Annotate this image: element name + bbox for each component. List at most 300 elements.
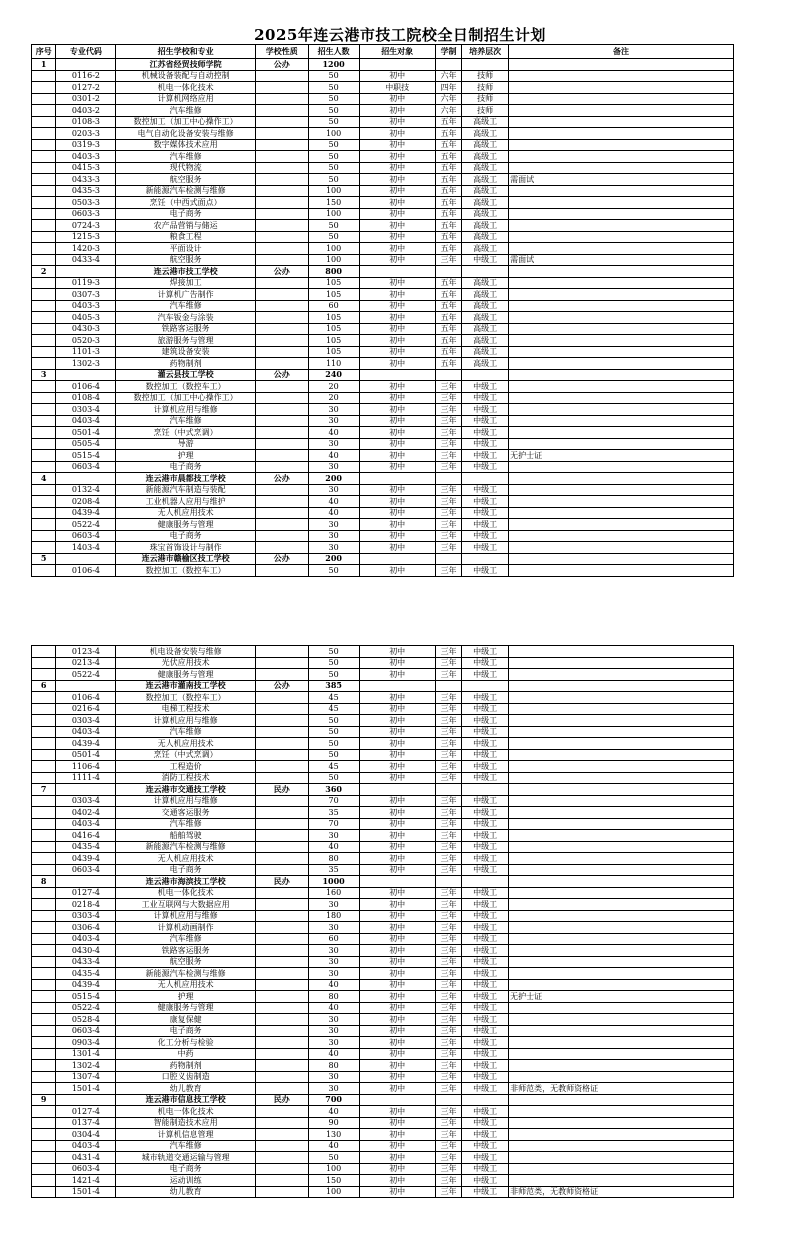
level-cell [462,1094,509,1106]
code-cell: 0403-4 [56,818,116,830]
table-row [32,1152,734,1164]
table-row [32,715,734,727]
target-cell: 初中 [359,243,435,255]
duration-cell: 六年 [435,70,461,82]
remark-cell [509,427,734,439]
remark-cell [509,128,734,140]
level-cell: 中级工 [462,899,509,911]
count-cell: 30 [308,956,359,968]
count-cell: 50 [308,657,359,669]
duration-cell [435,680,461,692]
name-cell: 连云港市海滨技工学校 [116,876,255,888]
level-cell: 中级工 [462,1129,509,1141]
name-cell: 健康服务与管理 [116,1002,255,1014]
remark-cell [509,761,734,773]
code-cell: 0522-4 [56,1002,116,1014]
code-cell: 1403-4 [56,542,116,554]
remark-cell [509,473,734,485]
nature-cell [255,381,308,393]
count-cell: 30 [308,922,359,934]
count-cell: 30 [308,1037,359,1049]
remark-cell [509,162,734,174]
name-cell: 焊接加工 [116,277,255,289]
remark-cell [509,461,734,473]
remark-cell [509,1014,734,1026]
count-cell: 35 [308,864,359,876]
target-cell: 初中 [359,761,435,773]
remark-cell [509,70,734,82]
nature-cell [255,726,308,738]
seq-cell [32,933,56,945]
seq-cell [32,461,56,473]
target-cell: 初中 [359,657,435,669]
table-row [32,220,734,232]
name-cell: 无人机应用技术 [116,979,255,991]
name-cell: 计算机应用与维修 [116,715,255,727]
code-cell: 0106-4 [56,692,116,704]
level-cell: 中级工 [462,646,509,658]
count-cell: 30 [308,830,359,842]
nature-cell [255,185,308,197]
duration-cell: 三年 [435,496,461,508]
nature-cell [255,1175,308,1187]
seq-cell [32,289,56,301]
level-cell: 中级工 [462,392,509,404]
name-cell: 航空服务 [116,174,255,186]
duration-cell [435,553,461,565]
duration-cell: 三年 [435,381,461,393]
level-cell: 中级工 [462,703,509,715]
seq-cell [32,1025,56,1037]
count-cell: 50 [308,70,359,82]
level-cell: 中级工 [462,415,509,427]
table-row [32,174,734,186]
count-cell: 60 [308,933,359,945]
duration-cell: 三年 [435,818,461,830]
school-row [32,59,734,71]
name-cell: 珠宝首饰设计与制作 [116,542,255,554]
code-cell: 0303-4 [56,795,116,807]
nature-cell [255,461,308,473]
name-cell: 灌云县技工学校 [116,369,255,381]
remark-cell [509,680,734,692]
seq-cell [32,530,56,542]
name-cell: 城市轨道交通运输与管理 [116,1152,255,1164]
level-cell: 中级工 [462,956,509,968]
nature-cell [255,128,308,140]
table-row [32,438,734,450]
name-cell: 电子商务 [116,864,255,876]
remark-cell [509,93,734,105]
remark-cell [509,197,734,209]
seq-cell [32,162,56,174]
name-cell: 连云港市灌南技工学校 [116,680,255,692]
level-cell: 高级工 [462,185,509,197]
code-cell: 0439-4 [56,979,116,991]
count-cell: 100 [308,185,359,197]
level-cell: 高级工 [462,346,509,358]
target-cell: 初中 [359,922,435,934]
seq-cell [32,853,56,865]
name-cell: 电子商务 [116,1163,255,1175]
table-row [32,772,734,784]
level-cell [462,266,509,278]
name-cell: 航空服务 [116,254,255,266]
count-cell: 50 [308,162,359,174]
target-cell: 初中 [359,1152,435,1164]
seq-cell [32,220,56,232]
remark-cell [509,1060,734,1072]
table-row [32,358,734,370]
name-cell: 交通客运服务 [116,807,255,819]
seq-cell [32,1002,56,1014]
count-cell: 90 [308,1117,359,1129]
duration-cell: 三年 [435,519,461,531]
duration-cell [435,784,461,796]
level-cell: 中级工 [462,772,509,784]
level-cell: 高级工 [462,289,509,301]
level-cell: 中级工 [462,795,509,807]
seq-cell [32,807,56,819]
target-cell: 初中 [359,530,435,542]
target-cell: 初中 [359,1117,435,1129]
name-cell: 电子商务 [116,461,255,473]
seq-cell [32,1186,56,1198]
count-cell: 40 [308,1002,359,1014]
nature-cell [255,841,308,853]
duration-cell: 三年 [435,1025,461,1037]
count-cell: 50 [308,738,359,750]
remark-cell [509,692,734,704]
target-cell: 初中 [359,945,435,957]
name-cell: 旅游服务与管理 [116,335,255,347]
duration-cell: 三年 [435,1186,461,1198]
code-cell: 1111-4 [56,772,116,784]
code-cell: 0123-4 [56,646,116,658]
nature-cell: 民办 [255,1094,308,1106]
remark-cell [509,266,734,278]
target-cell: 初中 [359,853,435,865]
code-cell: 0435-4 [56,968,116,980]
table-row [32,1048,734,1060]
count-cell: 80 [308,991,359,1003]
target-cell: 初中 [359,484,435,496]
duration-cell: 五年 [435,323,461,335]
name-cell: 健康服务与管理 [116,519,255,531]
table-row [32,530,734,542]
name-cell: 农产品营销与储运 [116,220,255,232]
seq-cell [32,565,56,577]
nature-cell [255,979,308,991]
level-cell: 中级工 [462,657,509,669]
table-body-part-2 [32,646,734,1198]
seq-cell [32,1071,56,1083]
target-cell: 初中 [359,887,435,899]
name-cell: 连云港市交通技工学校 [116,784,255,796]
level-cell: 高级工 [462,220,509,232]
nature-cell [255,818,308,830]
table-row [32,933,734,945]
remark-cell [509,300,734,312]
nature-cell [255,1071,308,1083]
seq-cell [32,139,56,151]
level-cell: 高级工 [462,139,509,151]
table-row [32,128,734,140]
count-cell: 35 [308,807,359,819]
remark-cell [509,346,734,358]
header-school-major: 招生学校和专业 [116,45,255,59]
count-cell: 100 [308,1186,359,1198]
count-cell: 360 [308,784,359,796]
table-row [32,1175,734,1187]
code-cell: 0216-4 [56,703,116,715]
seq-cell: 3 [32,369,56,381]
seq-cell: 9 [32,1094,56,1106]
code-cell: 0137-4 [56,1117,116,1129]
name-cell: 护理 [116,450,255,462]
target-cell: 初中 [359,1014,435,1026]
name-cell: 汽车维修 [116,818,255,830]
seq-cell [32,231,56,243]
remark-cell [509,1106,734,1118]
remark-cell [509,116,734,128]
remark-cell [509,818,734,830]
count-cell: 180 [308,910,359,922]
code-cell: 0435-3 [56,185,116,197]
count-cell: 40 [308,1140,359,1152]
duration-cell: 五年 [435,231,461,243]
remark-cell [509,933,734,945]
duration-cell: 五年 [435,116,461,128]
duration-cell: 三年 [435,1163,461,1175]
seq-cell [32,1163,56,1175]
seq-cell [32,450,56,462]
name-cell: 机电一体化技术 [116,887,255,899]
remark-cell [509,542,734,554]
name-cell: 汽车维修 [116,1140,255,1152]
code-cell: 0439-4 [56,507,116,519]
nature-cell [255,277,308,289]
count-cell: 1000 [308,876,359,888]
seq-cell [32,128,56,140]
seq-cell: 5 [32,553,56,565]
level-cell: 中级工 [462,1186,509,1198]
duration-cell: 三年 [435,761,461,773]
remark-cell [509,404,734,416]
duration-cell: 三年 [435,1083,461,1095]
level-cell: 技师 [462,93,509,105]
name-cell: 数控加工（数控车工） [116,381,255,393]
duration-cell [435,59,461,71]
level-cell: 中级工 [462,922,509,934]
remark-cell [509,519,734,531]
code-cell: 1501-4 [56,1083,116,1095]
level-cell: 中级工 [462,841,509,853]
name-cell: 数控加工（加工中心操作工） [116,116,255,128]
seq-cell [32,335,56,347]
target-cell: 初中 [359,162,435,174]
school-row [32,473,734,485]
remark-cell [509,657,734,669]
duration-cell: 五年 [435,335,461,347]
table-row [32,1083,734,1095]
remark-cell [509,1002,734,1014]
seq-cell [32,116,56,128]
remark-cell [509,438,734,450]
level-cell [462,369,509,381]
name-cell: 数字媒体技术应用 [116,139,255,151]
seq-cell: 8 [32,876,56,888]
table-row [32,669,734,681]
level-cell: 中级工 [462,404,509,416]
code-cell: 0403-2 [56,105,116,117]
nature-cell [255,346,308,358]
code-cell [56,680,116,692]
nature-cell [255,899,308,911]
count-cell: 50 [308,105,359,117]
remark-cell [509,415,734,427]
nature-cell [255,231,308,243]
seq-cell [32,358,56,370]
duration-cell [435,266,461,278]
name-cell: 连云港市技工学校 [116,266,255,278]
duration-cell: 五年 [435,139,461,151]
code-cell: 0903-4 [56,1037,116,1049]
count-cell: 40 [308,496,359,508]
level-cell: 中级工 [462,830,509,842]
count-cell: 40 [308,507,359,519]
table-row [32,277,734,289]
table-row [32,427,734,439]
code-cell: 0127-2 [56,82,116,94]
nature-cell [255,1106,308,1118]
nature-cell: 公办 [255,59,308,71]
duration-cell: 三年 [435,1002,461,1014]
name-cell: 连云港市晨都技工学校 [116,473,255,485]
level-cell: 高级工 [462,231,509,243]
duration-cell: 三年 [435,427,461,439]
duration-cell: 三年 [435,922,461,934]
count-cell: 40 [308,1106,359,1118]
school-row [32,553,734,565]
seq-cell [32,726,56,738]
seq-cell [32,669,56,681]
code-cell: 0522-4 [56,519,116,531]
target-cell: 初中 [359,795,435,807]
duration-cell: 五年 [435,243,461,255]
nature-cell [255,657,308,669]
target-cell: 初中 [359,968,435,980]
target-cell: 初中 [359,841,435,853]
level-cell: 中级工 [462,968,509,980]
seq-cell: 7 [32,784,56,796]
code-cell: 0319-3 [56,139,116,151]
name-cell: 无人机应用技术 [116,507,255,519]
level-cell: 中级工 [462,484,509,496]
level-cell: 中级工 [462,853,509,865]
seq-cell [32,968,56,980]
table-row [32,692,734,704]
name-cell: 运动训练 [116,1175,255,1187]
seq-cell [32,185,56,197]
seq-cell [32,830,56,842]
nature-cell [255,703,308,715]
seq-cell [32,496,56,508]
code-cell [56,553,116,565]
remark-cell [509,358,734,370]
code-cell: 1301-4 [56,1048,116,1060]
nature-cell [255,496,308,508]
nature-cell [255,427,308,439]
code-cell: 0431-4 [56,1152,116,1164]
code-cell: 0528-4 [56,1014,116,1026]
table-row [32,82,734,94]
name-cell: 汽车维修 [116,726,255,738]
code-cell: 1302-3 [56,358,116,370]
table-row [32,657,734,669]
nature-cell [255,392,308,404]
level-cell: 高级工 [462,312,509,324]
school-row [32,266,734,278]
table-row [32,461,734,473]
target-cell: 初中 [359,991,435,1003]
seq-cell [32,761,56,773]
header-seq: 序号 [32,45,56,59]
nature-cell [255,300,308,312]
nature-cell [255,945,308,957]
count-cell: 30 [308,461,359,473]
level-cell [462,59,509,71]
nature-cell [255,1014,308,1026]
target-cell: 初中 [359,461,435,473]
level-cell: 中级工 [462,945,509,957]
duration-cell: 三年 [435,991,461,1003]
count-cell: 50 [308,151,359,163]
seq-cell [32,381,56,393]
duration-cell: 三年 [435,1060,461,1072]
duration-cell: 三年 [435,910,461,922]
name-cell: 数控加工（数控车工） [116,565,255,577]
seq-cell [32,392,56,404]
seq-cell [32,82,56,94]
name-cell: 新能源汽车制造与装配 [116,484,255,496]
duration-cell: 五年 [435,289,461,301]
level-cell: 中级工 [462,519,509,531]
seq-cell [32,312,56,324]
seq-cell [32,93,56,105]
level-cell: 中级工 [462,692,509,704]
table-row [32,289,734,301]
level-cell: 中级工 [462,715,509,727]
target-cell: 初中 [359,220,435,232]
remark-cell [509,220,734,232]
code-cell: 0403-3 [56,300,116,312]
count-cell: 30 [308,945,359,957]
remark-cell [509,1152,734,1164]
code-cell: 0303-4 [56,910,116,922]
name-cell: 连云港市赣榆区技工学校 [116,553,255,565]
name-cell: 电子商务 [116,1025,255,1037]
target-cell: 初中 [359,715,435,727]
name-cell: 无人机应用技术 [116,853,255,865]
name-cell: 幼儿教育 [116,1083,255,1095]
seq-cell [32,105,56,117]
remark-cell [509,956,734,968]
remark-cell [509,1163,734,1175]
remark-cell [509,772,734,784]
name-cell: 中药 [116,1048,255,1060]
target-cell: 初中 [359,404,435,416]
